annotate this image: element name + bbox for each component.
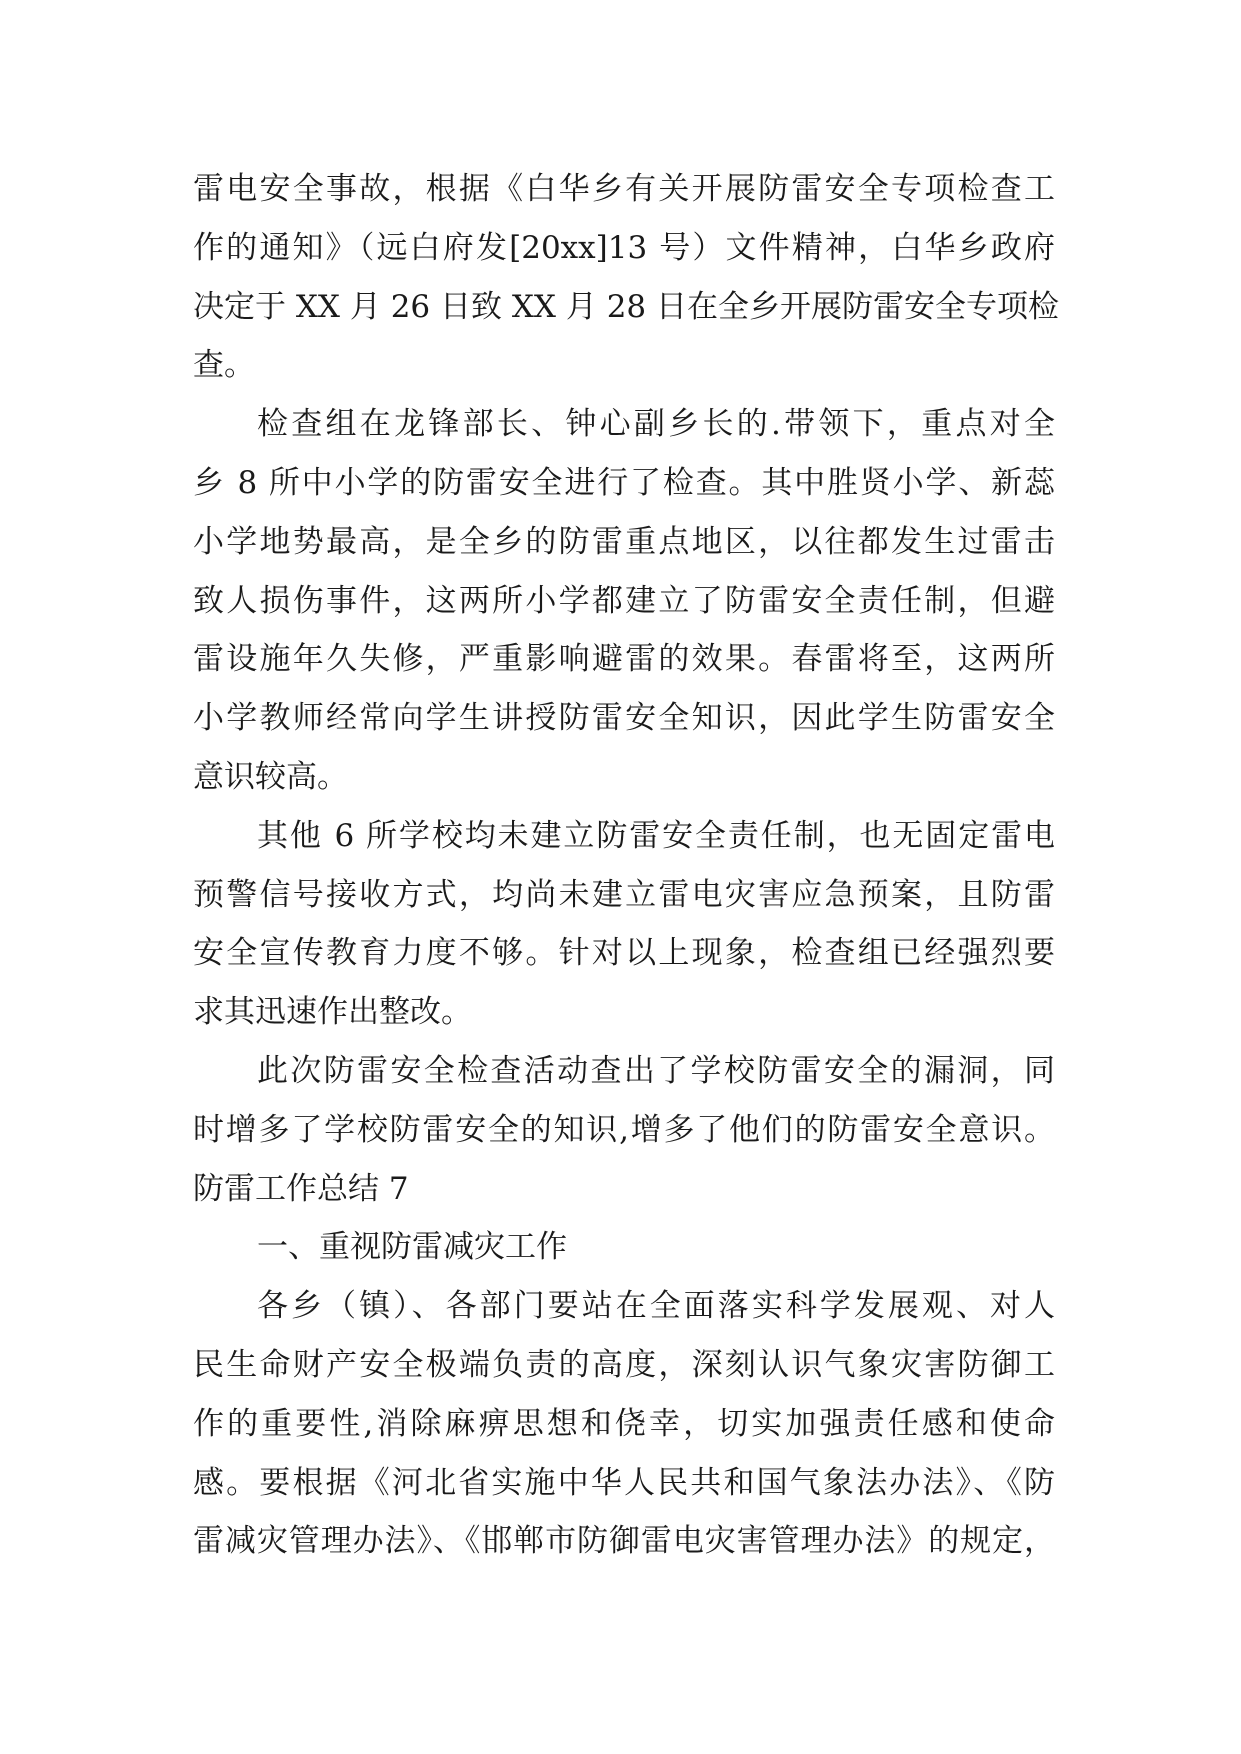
text-line: 时增多了学校防雷安全的知识,增多了他们的防雷安全意识。 — [193, 1111, 1055, 1148]
text-line: 乡 8 所中小学的防雷安全进行了检查。其中胜贤小学、新蕊 — [193, 464, 1055, 501]
text-line: 决定于 XX 月 26 日致 XX 月 28 日在全乡开展防雷安全专项检 — [193, 288, 1059, 325]
section-title: 防雷工作总结 7 — [193, 1170, 409, 1207]
text-line: 小学地势最高，是全乡的防雷重点地区，以往都发生过雷击 — [193, 523, 1055, 560]
text-line: 民生命财产安全极端负责的高度，深刻认识气象灾害防御工 — [193, 1346, 1055, 1383]
text-line: 意识较高。 — [193, 758, 348, 795]
text-line: 作的重要性,消除麻痹思想和侥幸，切实加强责任感和使命 — [193, 1405, 1055, 1442]
text-line: 求其迅速作出整改。 — [193, 994, 472, 1031]
paragraph-first-line: 检查组在龙锋部长、钟心副乡长的.带领下，重点对全 — [257, 406, 1055, 443]
text-line: 查。 — [193, 347, 255, 384]
text-line: 致人损伤事件，这两所小学都建立了防雷安全责任制，但避 — [193, 582, 1055, 619]
section-heading: 一、重视防雷减灾工作 — [257, 1229, 567, 1266]
text-line: 雷电安全事故，根据《白华乡有关开展防雷安全专项检查工 — [193, 171, 1055, 207]
paragraph-first-line: 各乡（镇）、各部门要站在全面落实科学发展观、对人 — [257, 1288, 1055, 1325]
paragraph-first-line: 此次防雷安全检查活动查出了学校防雷安全的漏洞，同 — [257, 1052, 1055, 1089]
text-line: 安全宣传教育力度不够。针对以上现象，检查组已经强烈要 — [193, 935, 1055, 972]
paragraph-first-line: 其他 6 所学校均未建立防雷安全责任制，也无固定雷电 — [257, 817, 1055, 854]
text-line: 作的通知》（远白府发[20xx]13 号）文件精神，白华乡政府 — [193, 229, 1055, 266]
document-body — [193, 160, 1059, 1571]
text-line: 感。要根据《河北省实施中华人民共和国气象法办法》、《防 — [193, 1464, 1055, 1501]
text-line: 雷设施年久失修，严重影响避雷的效果。春雷将至，这两所 — [193, 641, 1055, 678]
text-line: 小学教师经常向学生讲授防雷安全知识，因此学生防雷安全 — [193, 700, 1055, 737]
text-line: 雷减灾管理办法》、《邯郸市防御雷电灾害管理办法》的规定， — [193, 1523, 1055, 1560]
text-line: 预警信号接收方式，均尚未建立雷电灾害应急预案，且防雷 — [193, 876, 1055, 913]
